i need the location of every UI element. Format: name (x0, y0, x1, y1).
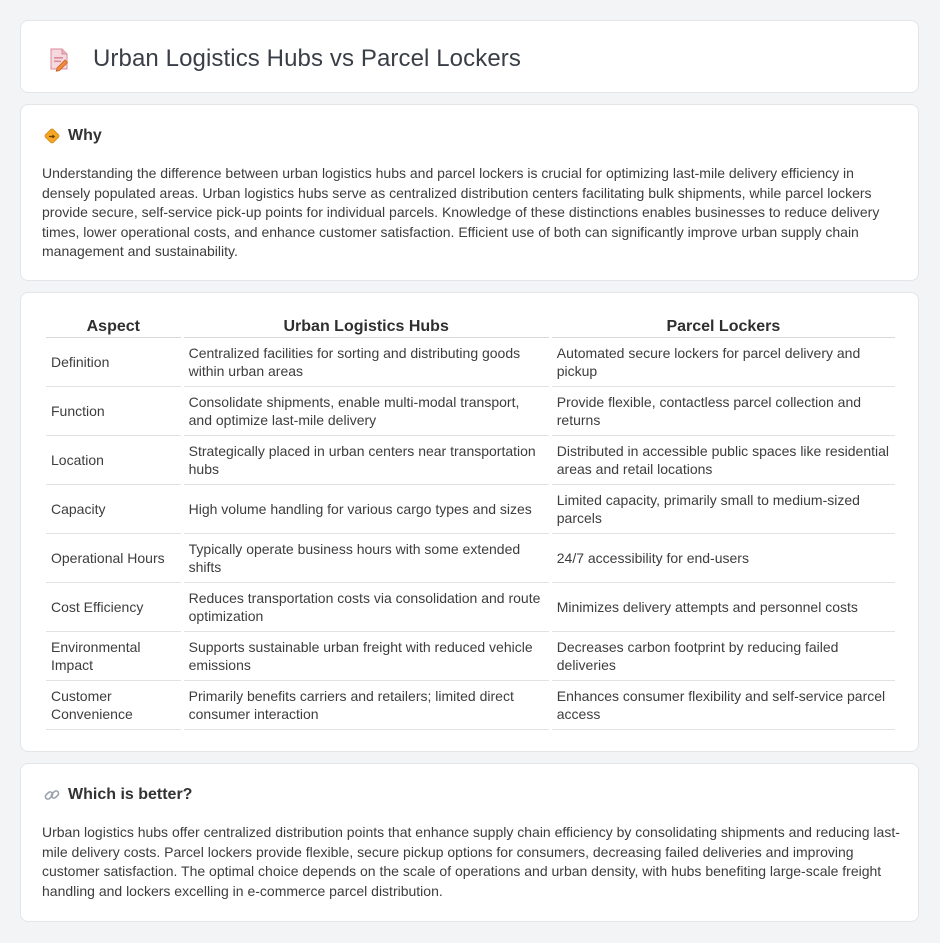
header-urban-logistics-hubs: Urban Logistics Hubs (184, 314, 549, 338)
title-row (45, 45, 521, 73)
hubs-cell: Typically operate business hours with some extended shifts (184, 534, 549, 583)
hubs-cell: Reduces transportation costs via consolidation and route optimization (184, 583, 549, 632)
aspect-cell: Location (46, 436, 181, 485)
better-title: Which is better? (68, 786, 193, 803)
lockers-cell: Distributed in accessible public spaces like residential areas and retail locations (552, 436, 895, 485)
aspect-cell: Cost Efficiency (46, 583, 181, 632)
better-text: Urban logistics hubs offer centralized distribution points that enhance supply chain efficiency by consolidating shipments and reducing last-mile delivery costs. Parcel lockers provide flexible, secure pickup options for consumers, decreasing failed deliveries and improving customer satisfaction. The optimal choice depends on the scale of operations and urban density, with hubs benefiting large-scale freight handling and lockers excelling in e-commerce parcel distribution. (42, 824, 900, 899)
comparison-card (20, 292, 919, 752)
lockers-cell: Decreases carbon footprint by reducing failed deliveries (552, 632, 895, 681)
table-row (46, 534, 895, 583)
aspect-cell: Capacity (46, 485, 181, 534)
aspect-cell: Function (46, 387, 181, 436)
document-pencil-icon (45, 45, 73, 73)
hubs-cell: Supports sustainable urban freight with reduced vehicle emissions (184, 632, 549, 681)
lockers-cell: Enhances consumer flexibility and self-service parcel access (552, 681, 895, 730)
diamond-sign-icon (43, 127, 61, 145)
lockers-cell: 24/7 accessibility for end-users (552, 534, 895, 583)
better-card (20, 763, 919, 922)
hubs-cell: Primarily benefits carriers and retailers; limited direct consumer interaction (184, 681, 549, 730)
hubs-cell: High volume handling for various cargo types and sizes (184, 485, 549, 534)
header-parcel-lockers: Parcel Lockers (552, 314, 895, 338)
table-row (46, 632, 895, 681)
aspect-cell: Environmental Impact (46, 632, 181, 681)
aspect-cell: Customer Convenience (46, 681, 181, 730)
lockers-cell: Automated secure lockers for parcel delivery and pickup (552, 338, 895, 387)
title-card (20, 20, 919, 93)
aspect-cell: Operational Hours (46, 534, 181, 583)
lockers-cell: Minimizes delivery attempts and personnel costs (552, 583, 895, 632)
hubs-cell: Consolidate shipments, enable multi-modal transport, and optimize last-mile delivery (184, 387, 549, 436)
table-row (46, 387, 895, 436)
why-title: Why (68, 127, 102, 144)
better-heading (43, 786, 192, 804)
table-row (46, 681, 895, 730)
page-title: Urban Logistics Hubs vs Parcel Lockers (93, 45, 521, 72)
table-header-row (46, 314, 895, 338)
comparison-table (43, 314, 898, 730)
table-row (46, 338, 895, 387)
lockers-cell: Limited capacity, primarily small to medium-sized parcels (552, 485, 895, 534)
aspect-cell: Definition (46, 338, 181, 387)
table-row (46, 485, 895, 534)
why-heading (43, 127, 102, 145)
why-card (20, 104, 919, 281)
why-text: Understanding the difference between urban logistics hubs and parcel lockers is crucial for optimizing last-mile delivery efficiency in densely populated areas. Urban logistics hubs serve as centralized distribution centers facilitating bulk shipments, while parcel lockers provide secure, self-service pick-up points for individual parcels. Knowledge of these distinctions enables businesses to reduce delivery times, lower operational costs, and enhance customer satisfaction. Efficient use of both can significantly improve urban supply chain management and sustainability. (42, 165, 880, 260)
table-row (46, 583, 895, 632)
header-aspect: Aspect (46, 314, 181, 338)
link-icon (43, 786, 61, 804)
hubs-cell: Strategically placed in urban centers near transportation hubs (184, 436, 549, 485)
lockers-cell: Provide flexible, contactless parcel collection and returns (552, 387, 895, 436)
hubs-cell: Centralized facilities for sorting and distributing goods within urban areas (184, 338, 549, 387)
table-row (46, 436, 895, 485)
